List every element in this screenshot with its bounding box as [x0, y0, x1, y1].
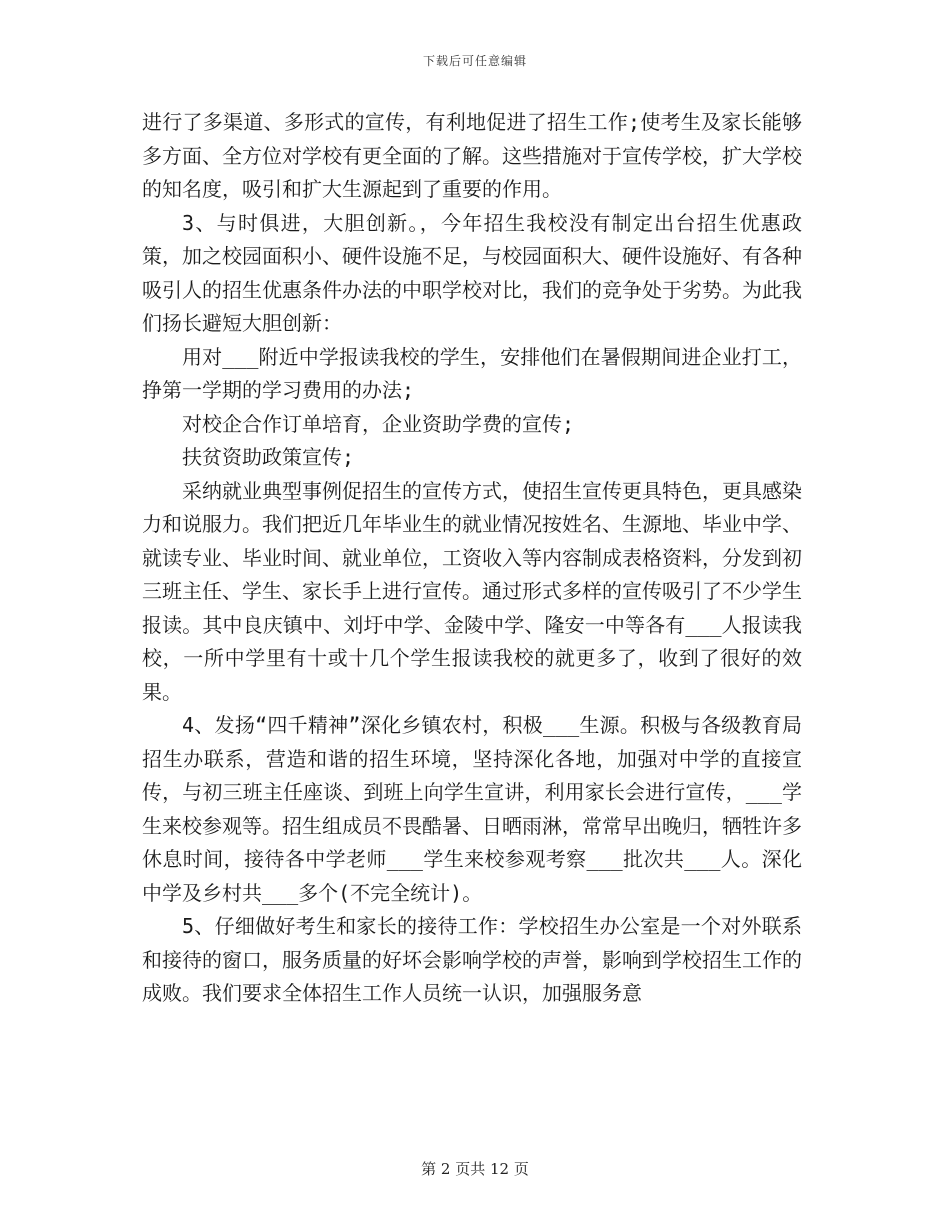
paragraph-section-5: 5、仔细做好考生和家长的接待工作：学校招生办公室是一个对外联系和接待的窗口，服务质量的好坏会影响学校的声誉，影响到学校招生工作的成败。我们要求全体招生工作人员统一认识，加强服务意	[142, 914, 802, 1005]
page-header: 下载后可任意编辑	[422, 54, 527, 68]
paragraph-employment-cases: 采纳就业典型事例促招生的宣传方式，使招生宣传更具特色，更具感染力和说服力。我们把近几年毕业生的就业情况按姓名、生源地、毕业中学、就读专业、毕业时间、就业单位，工资收入等内容制成表格资料，分发到初三班主任、学生、家长手上进行宣传。通过形式多样的宣传吸引了不少学生报读。其中良庆镇中、刘圩中学、金陵中学、隆安一中等各有___人报读我校，一所中学里有十或十几个学生报读我校的就更多了，收到了很好的效果。	[142, 478, 802, 704]
page-footer: 第 2 页共 12 页	[421, 1160, 529, 1178]
document-body	[142, 106, 802, 1011]
paragraph-measure-work: 用对___附近中学报读我校的学生，安排他们在暑假期间进企业打工，挣第一学期的学习费用的办法;	[142, 344, 802, 402]
paragraph-measure-poverty: 扶贫资助政策宣传;	[182, 445, 355, 469]
paragraph-measure-order: 对校企合作订单培育，企业资助学费的宣传;	[182, 411, 575, 436]
paragraph-continued: 进行了多渠道、多形式的宣传，有利地促进了招生工作;使考生及家长能够多方面、全方位对学校有更全面的了解。这些措施对于宣传学校，扩大学校的知名度，吸引和扩大生源起到了重要的作用。	[142, 110, 802, 201]
paragraph-section-4: 4、发扬“四千精神”深化乡镇农村，积极___生源。积极与各级教育局招生办联系，营造和谐的招生环境，坚持深化各地，加强对中学的直接宣传，与初三班主任座谈、到班上向学生宣讲，利用家长会进行宣传，___学生来校参观等。招生组成员不畏酷暑、日晒雨淋，常常早出晚归，牺牲许多休息时间，接待各中学老师___学生来校参观考察___批次共___人。深化中学及乡村共___多个(不完全统计)。	[142, 713, 802, 905]
paragraph-section-3: 3、与时俱进，大胆创新。，今年招生我校没有制定出台招生优惠政策，加之校园面积小、硬件设施不足，与校园面积大、硬件设施好、有各种吸引人的招生优惠条件办法的中职学校对比，我们的竞争处于劣势。为此我们扬长避短大胆创新：	[142, 210, 802, 335]
